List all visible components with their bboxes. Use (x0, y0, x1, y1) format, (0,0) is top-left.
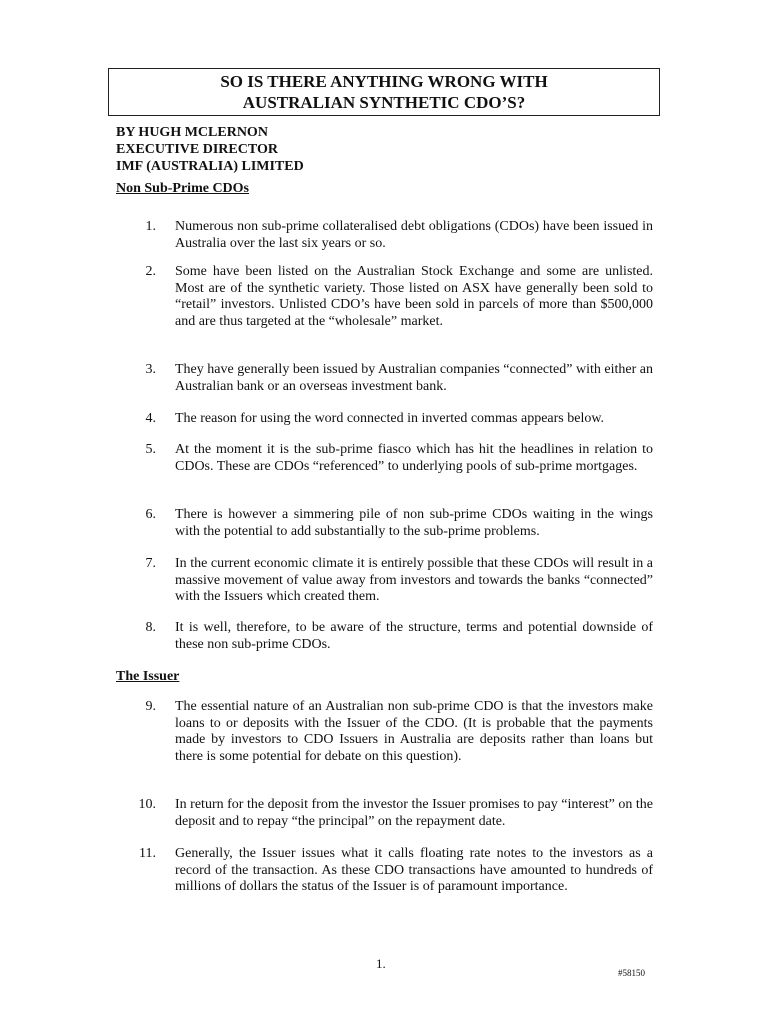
item-number: 4. (145, 411, 156, 426)
author-block (116, 124, 304, 175)
item-text: The essential nature of an Australian non sub-prime CDO is that the investors make loans to or deposits with the Issuer of the CDO. (It is probable that the payments made by investors to CDO Issuers in Australia are deposits rather than loans but there is some potential for debate on this question). (175, 699, 653, 764)
item-text: In the current economic climate it is entirely possible that these CDOs will result in a massive movement of value away from investors and towards the banks “connected” with the Issuers which created them. (175, 556, 653, 604)
item-text: It is well, therefore, to be aware of the structure, terms and potential downside of these non sub-prime CDOs. (175, 620, 653, 652)
item-text: There is however a simmering pile of non sub-prime CDOs waiting in the wings with the potential to add substantially to the sub-prime problems. (175, 507, 653, 539)
item-number: 2. (145, 264, 156, 279)
page-number: 1. (376, 956, 386, 971)
item-number: 7. (145, 556, 156, 571)
item-text: Numerous non sub-prime collateralised debt obligations (CDOs) have been issued in Australia over the last six years or so. (175, 219, 653, 251)
item-text: In return for the deposit from the investor the Issuer promises to pay “interest” on the deposit and to repay “the principal” on the repayment date. (175, 797, 653, 829)
item-text: At the moment it is the sub-prime fiasco which has hit the headlines in relation to CDOs. These are CDOs “referenced” to underlying pools of sub-prime mortgages. (175, 442, 653, 474)
item-number: 5. (145, 442, 156, 457)
item-number: 3. (145, 362, 156, 377)
item-text: Some have been listed on the Australian Stock Exchange and some are unlisted. Most are of the synthetic variety. Those listed on ASX have generally been sold to “retail” investors. Unlisted CDO’s have been sold in parcels of more than $500,000 and are thus targeted at the “wholesale” market. (175, 264, 653, 329)
author-name: BY HUGH MCLERNON (116, 125, 268, 140)
section-heading-issuer: The Issuer (116, 669, 180, 684)
title-box (108, 68, 660, 116)
title-line-2: AUSTRALIAN SYNTHETIC CDO’S? (242, 93, 526, 112)
item-text: The reason for using the word connected in inverted commas appears below. (175, 411, 605, 426)
title-line-1: SO IS THERE ANYTHING WRONG WITH (220, 72, 548, 91)
item-text: Generally, the Issuer issues what it calls floating rate notes to the investors as a record of the transaction. As these CDO transactions have amounted to hundreds of millions of dollars the status of the Issuer is of paramount importance. (175, 846, 653, 894)
author-role: EXECUTIVE DIRECTOR (116, 142, 278, 157)
section-heading-non-sub-prime: Non Sub-Prime CDOs (116, 181, 250, 196)
author-company: IMF (AUSTRALIA) LIMITED (116, 159, 304, 174)
item-number: 1. (145, 219, 156, 234)
item-text: They have generally been issued by Australian companies “connected” with either an Australian bank or an overseas investment bank. (175, 362, 653, 394)
document-reference: #58150 (618, 968, 645, 978)
item-number: 11. (139, 846, 156, 861)
item-number: 10. (138, 797, 156, 812)
item-number: 8. (145, 620, 156, 635)
item-number: 6. (145, 507, 156, 522)
item-number: 9. (145, 699, 156, 714)
